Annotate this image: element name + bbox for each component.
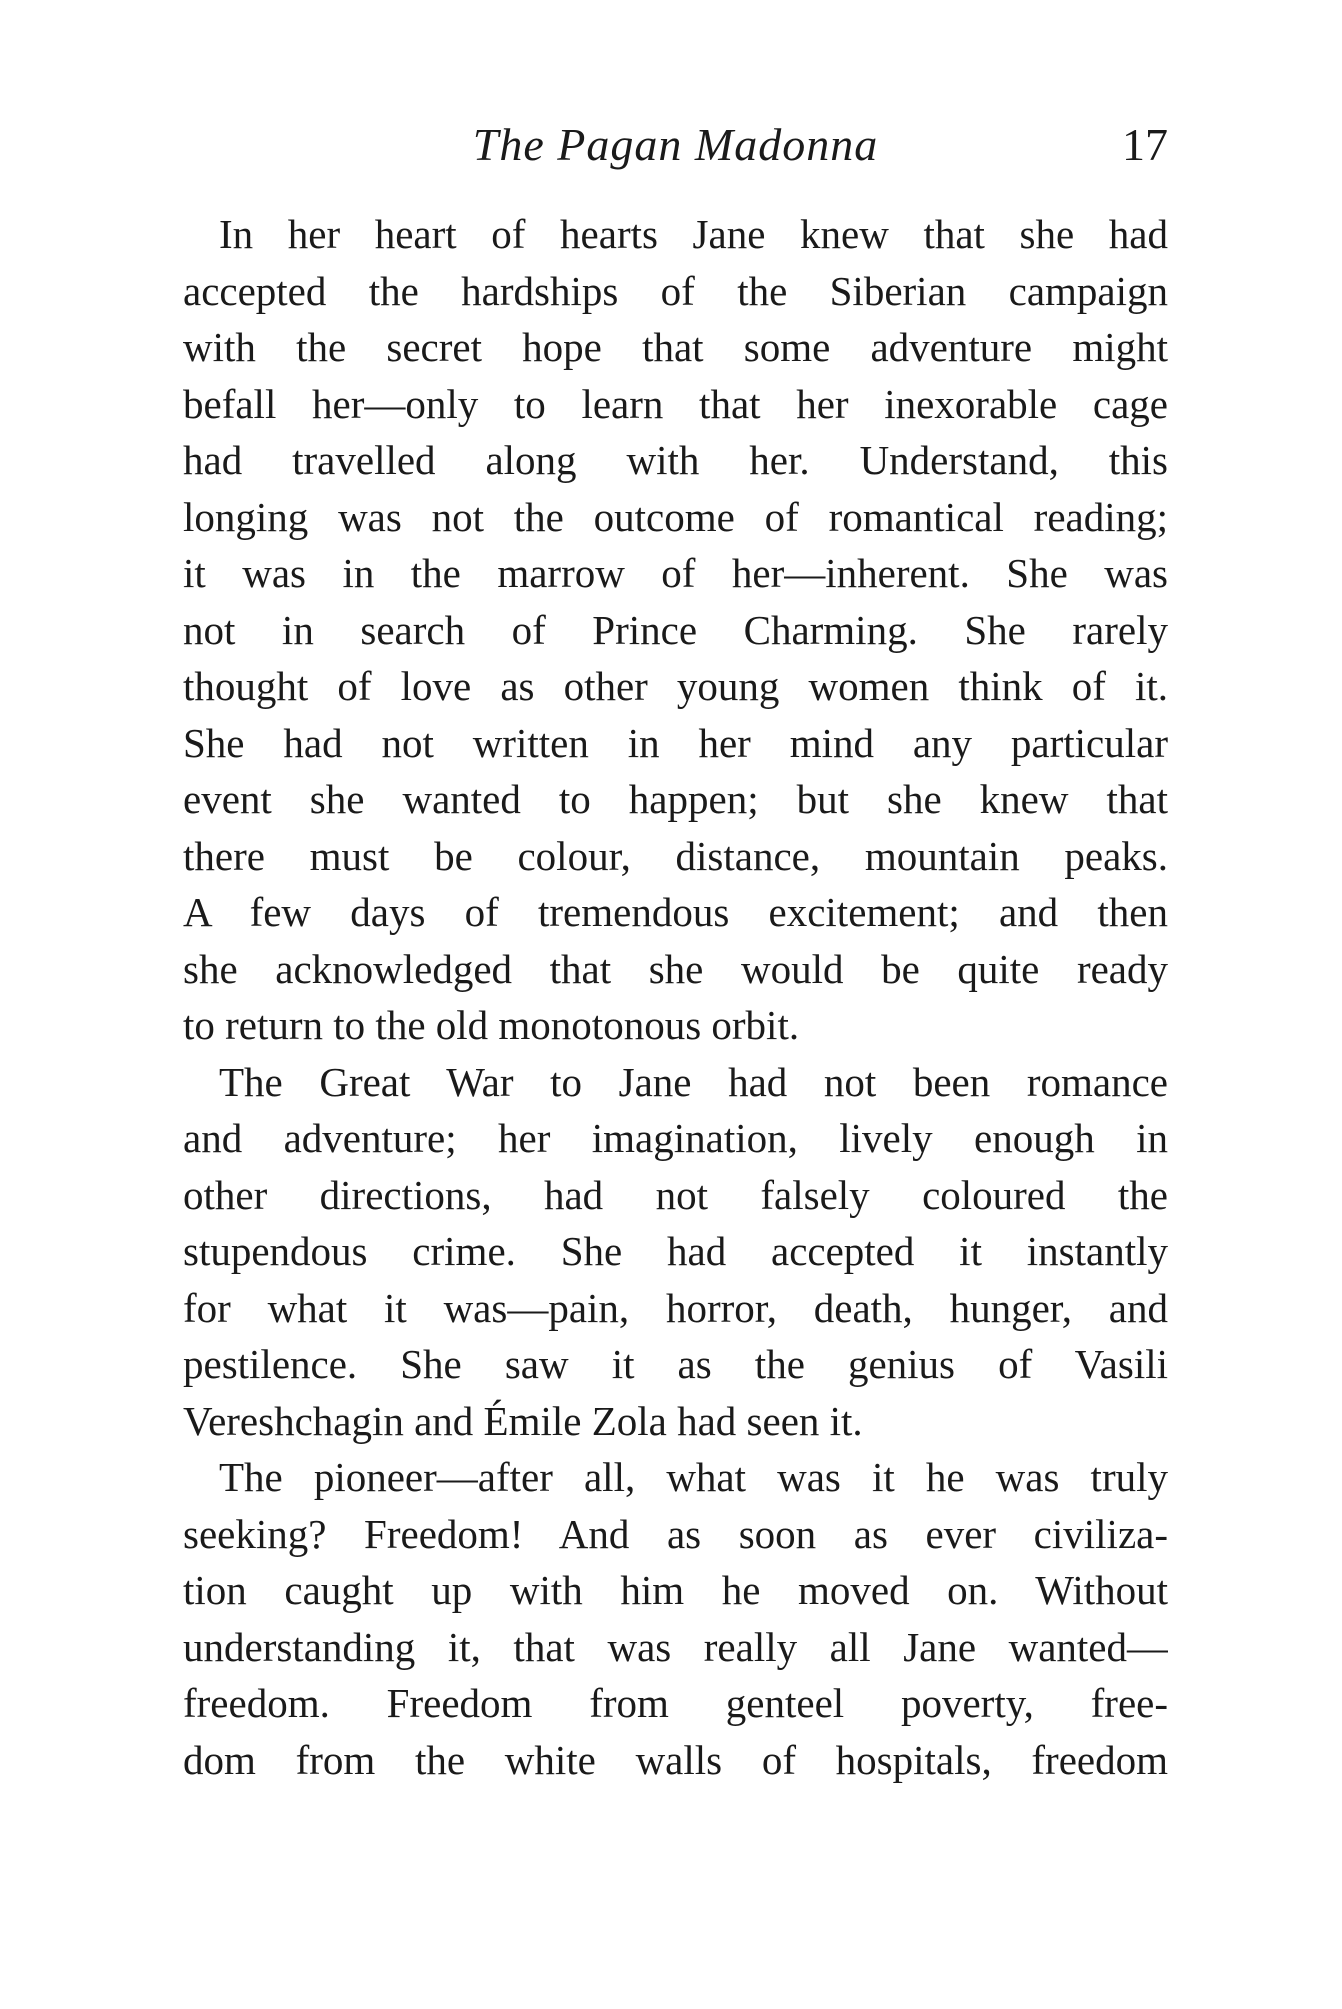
text-line: thought of love as other young women think of it. [183,663,1168,709]
paragraph [183,1054,1168,1450]
text-line: it was in the marrow of her—inherent. She was [183,550,1168,596]
text-line: event she wanted to happen; but she knew that [183,776,1168,822]
running-head [183,118,1168,178]
text-line: not in search of Prince Charming. She rarely [183,606,1168,653]
text-line: She had not written in her mind any particular [183,719,1168,766]
text-line: she acknowledged that she would be quite ready [183,945,1168,992]
text-line: and adventure; her imagination, lively enough in [183,1115,1168,1161]
paragraph [183,206,1168,1054]
text-line: understanding it, that was really all Jane wanted— [183,1623,1168,1670]
text-line: befall her—only to learn that her inexorable cage [183,380,1168,427]
text-line: pestilence. She saw it as the genius of Vasili [183,1341,1168,1387]
text-line: A few days of tremendous excitement; and then [183,889,1168,935]
body-text [183,206,1168,1788]
text-line: Vereshchagin and Émile Zola had seen it. [183,1397,863,1444]
text-line: other directions, had not falsely coloured the [183,1171,1168,1218]
text-line: with the secret hope that some adventure might [183,324,1168,370]
text-line: The Great War to Jane had not been romance [219,1058,1168,1105]
text-line: there must be colour, distance, mountain peaks. [183,832,1168,879]
text-line: freedom. Freedom from genteel poverty, free- [183,1680,1168,1726]
text-line: longing was not the outcome of romantical reading; [183,493,1168,540]
paragraph [183,1449,1168,1788]
text-line: had travelled along with her. Understand, this [183,437,1168,483]
text-line: seeking? Freedom! And as soon as ever civiliza- [183,1510,1168,1557]
text-line: for what it was—pain, horror, death, hunger, and [183,1284,1168,1331]
running-title: The Pagan Madonna [472,119,879,170]
text-line: In her heart of hearts Jane knew that she had [219,211,1168,257]
text-line: The pioneer—after all, what was it he was truly [219,1454,1168,1500]
text-line: stupendous crime. She had accepted it instantly [183,1228,1168,1274]
text-line: tion caught up with him he moved on. Without [183,1567,1168,1613]
text-line: accepted the hardships of the Siberian campaign [183,267,1168,314]
page-number: 17 [1122,119,1168,170]
text-line: to return to the old monotonous orbit. [183,1002,800,1048]
text-line: dom from the white walls of hospitals, freedom [183,1736,1168,1783]
